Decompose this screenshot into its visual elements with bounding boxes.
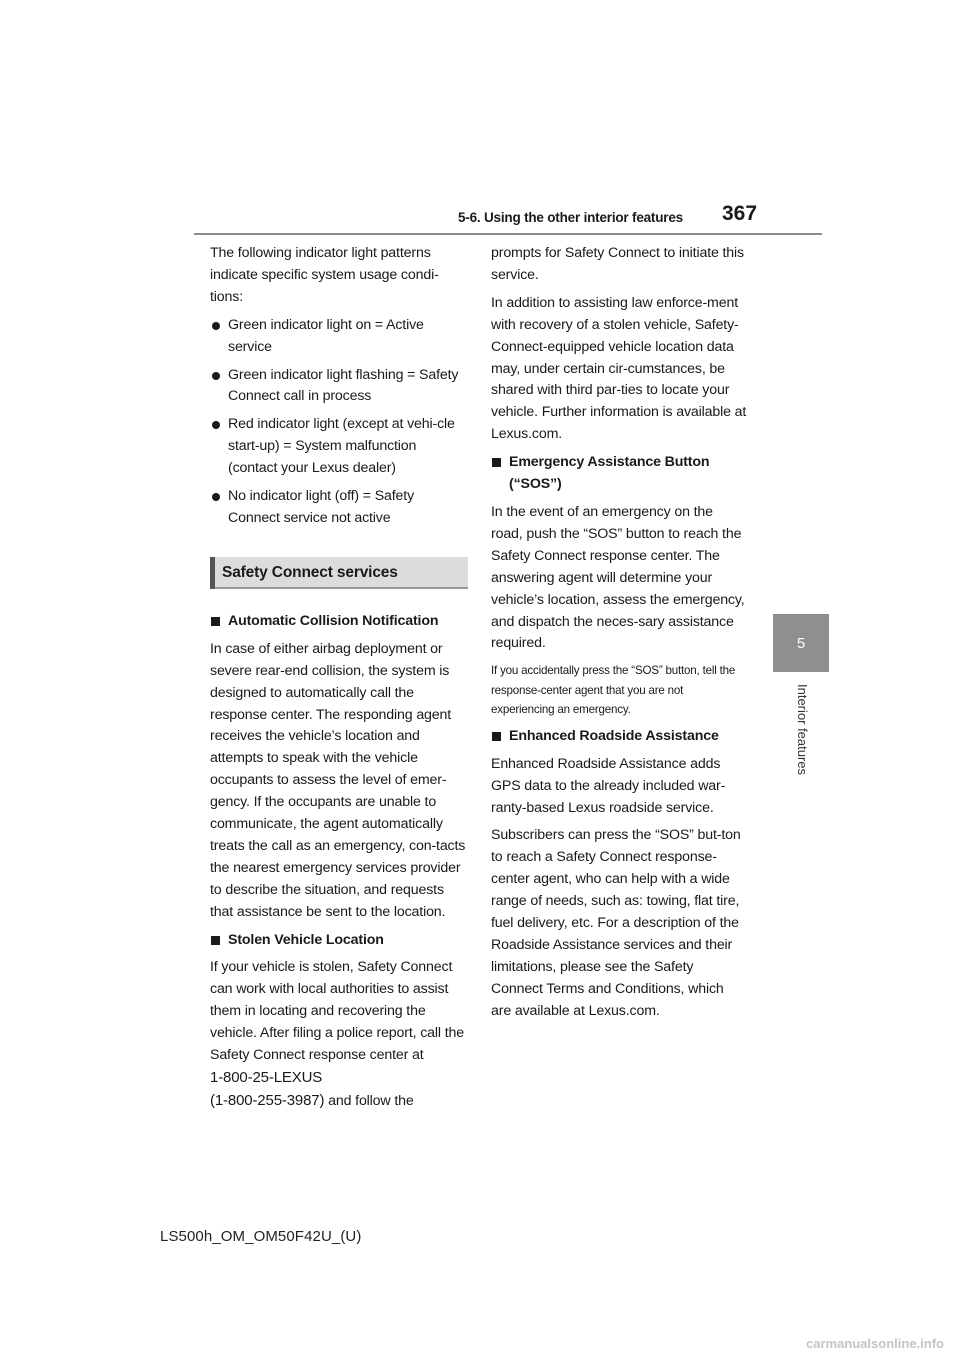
sos-paragraph: In the event of an emergency on the road, push the “SOS” button to reach the Safety Connect response center. The answering agent will determine your vehicle’s location, assess the emergency, and dispatch the neces-sary assistance required. bbox=[491, 503, 745, 652]
subheading-collision: Automatic Collision Notification bbox=[210, 611, 466, 633]
heading-accent bbox=[210, 557, 215, 589]
chapter-number: 5 bbox=[796, 634, 806, 652]
square-bullet-icon bbox=[492, 458, 501, 467]
section-title: 5-6. Using the other interior features bbox=[458, 210, 683, 225]
header-divider bbox=[194, 233, 822, 235]
intro-paragraph: The following indicator light patterns indicate specific system usage condi-tions: bbox=[210, 245, 439, 305]
list-item: Green indicator light flashing = Safety Connect call in process bbox=[210, 365, 466, 409]
model-code: LS500h_OM_OM50F42U_(U) bbox=[160, 1228, 362, 1245]
watermark: carmanualsonline.info bbox=[806, 1336, 944, 1351]
roadside-subscribers-paragraph: Subscribers can press the “SOS” but-ton to reach a Safety Connect response-center agent, who can help with a wide range of needs, such as: towing, flat tire, fuel delivery, etc. For a description of the Roadside Assistance services and their limitations, please see the Safety Connect Terms and Conditions, which are available at Lexus.com. bbox=[491, 827, 741, 1019]
chapter-tab bbox=[773, 614, 829, 672]
right-column bbox=[491, 243, 747, 1029]
subheading-stolen: Stolen Vehicle Location bbox=[210, 930, 466, 952]
bullet-icon bbox=[212, 493, 220, 501]
list-item: Green indicator light on = Active service bbox=[210, 315, 466, 359]
subheading-roadside: Enhanced Roadside Assistance bbox=[491, 726, 747, 748]
bullet-icon bbox=[212, 322, 220, 330]
square-bullet-icon bbox=[211, 936, 220, 945]
chapter-label: Interior features bbox=[795, 684, 810, 776]
law-paragraph: In addition to assisting law enforce-ment with recovery of a stolen vehicle, Safety-Connect-equipped vehicle location data may, under certain cir-cumstances, be shared with third par-ties to locate your vehicle. Further information is available at Lexus.com. bbox=[491, 294, 747, 443]
collision-paragraph: In case of either airbag deployment or severe rear-end collision, the system is designed to automatically call the response center. The responding agent receives the vehicle’s location and attempts to speak with the vehicle occupants to assess the level of emer-gency. If the occupants are unable to communicate, the agent automatically treats the call as an emergency, con-tacts the nearest emergency services provider to describe the situation, and requests that assistance be sent to the location. bbox=[210, 640, 466, 920]
bullet-icon bbox=[212, 421, 220, 429]
stolen-paragraph: If your vehicle is stolen, Safety Connect can work with local authorities to assist them in locating and recovering the vehicle. After filing a police report, call the Safety Connect response center at 1-800-25-LEXUS (1-800-255-3987) and follow the bbox=[210, 959, 464, 1109]
bullet-icon bbox=[212, 372, 220, 380]
subheading-sos: Emergency Assistance Button (“SOS”) bbox=[491, 452, 747, 496]
roadside-paragraph: Enhanced Roadside Assistance adds GPS data to the already included war-ranty-based Lexus roadside service. bbox=[491, 755, 726, 816]
section-heading: Safety Connect services bbox=[210, 557, 468, 589]
square-bullet-icon bbox=[211, 617, 220, 626]
left-column bbox=[210, 243, 466, 1119]
sos-note: If you accidentally press the “SOS” button, tell the response-center agent that you are not experiencing an emergency. bbox=[491, 664, 736, 717]
list-item: Red indicator light (except at vehi-cle start-up) = System malfunction (contact your Lexus dealer) bbox=[210, 414, 466, 480]
square-bullet-icon bbox=[492, 732, 501, 741]
page-number: 367 bbox=[722, 202, 758, 225]
list-item: No indicator light (off) = Safety Connect service not active bbox=[210, 486, 466, 530]
phone-number-digits: (1-800-255-3987) bbox=[210, 1091, 325, 1109]
phone-number: 1-800-25-LEXUS bbox=[210, 1069, 323, 1086]
continuation-paragraph: prompts for Safety Connect to initiate this service. bbox=[491, 245, 744, 283]
